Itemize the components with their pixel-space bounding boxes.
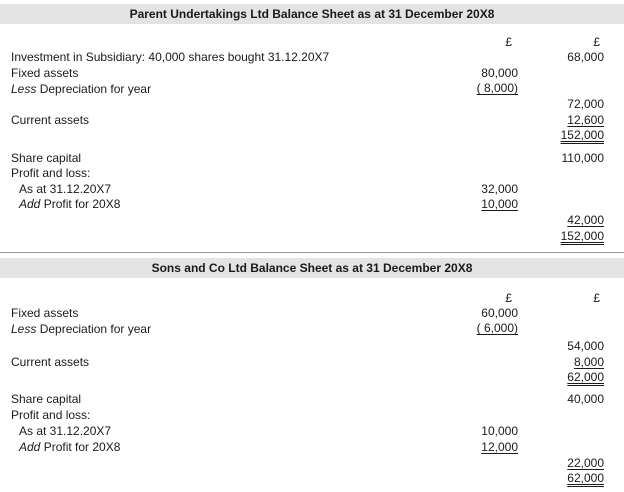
sons-fixed-assets-label: Fixed assets — [11, 306, 79, 320]
sons-depreciation-label — [11, 322, 151, 336]
parent-currency-col1: £ — [505, 35, 512, 49]
sons-pl-total-value: 22,000 — [567, 456, 604, 470]
sons-share-capital-label: Share capital — [11, 392, 82, 406]
parent-share-capital-value: 110,000 — [561, 151, 604, 165]
parent-pl-total-value: 42,000 — [567, 213, 604, 227]
sons-less-word: Less — [11, 322, 37, 336]
sons-current-assets-label: Current assets — [11, 355, 90, 369]
parent-current-assets-value: 12,600 — [567, 113, 604, 127]
sons-net-fixed-assets-value: 54,000 — [567, 339, 604, 353]
section-divider — [0, 252, 624, 253]
parent-depreciation-value: ( 8,000) — [476, 81, 518, 95]
parent-balance-sheet-title: Parent Undertakings Ltd Balance Sheet as at 31 December 20X8 — [0, 4, 624, 24]
parent-currency-col2: £ — [593, 35, 600, 49]
sons-currency-col1: £ — [505, 291, 512, 305]
parent-fixed-assets-value: 80,000 — [481, 66, 518, 80]
sons-as-at-value: 10,000 — [481, 424, 518, 438]
parent-as-at-label: As at 31.12.20X7 — [19, 182, 112, 196]
parent-investment-value: 68,000 — [567, 50, 604, 64]
parent-share-capital-label: Share capital — [11, 151, 82, 165]
parent-less-word: Less — [11, 82, 37, 96]
sons-currency-col2: £ — [593, 291, 600, 305]
parent-current-assets-label: Current assets — [11, 113, 90, 127]
sons-add-profit-text: Profit for 20X8 — [40, 440, 121, 454]
parent-profit-loss-label: Profit and loss: — [11, 166, 91, 180]
parent-add-profit-value: 10,000 — [481, 197, 518, 211]
parent-add-word: Add — [19, 197, 41, 211]
sons-depreciation-text: Depreciation for year — [36, 322, 152, 336]
parent-depreciation-label — [11, 82, 151, 96]
parent-fixed-assets-label: Fixed assets — [11, 66, 79, 80]
sons-fixed-assets-value: 60,000 — [481, 306, 518, 320]
parent-add-profit-text: Profit for 20X8 — [40, 197, 121, 211]
sons-profit-loss-label: Profit and loss: — [11, 408, 91, 422]
sons-share-capital-value: 40,000 — [567, 392, 604, 406]
sons-add-word: Add — [19, 440, 41, 454]
sons-as-at-label: As at 31.12.20X7 — [19, 424, 112, 438]
sons-grand-total-value: 62,000 — [567, 471, 604, 485]
parent-investment-label: Investment in Subsidiary: 40,000 shares bought 31.12.20X7 — [11, 50, 330, 64]
parent-total-assets-value: 152,000 — [560, 128, 604, 142]
parent-depreciation-text: Depreciation for year — [36, 82, 152, 96]
sons-current-assets-value: 8,000 — [573, 355, 604, 369]
parent-as-at-value: 32,000 — [481, 182, 518, 196]
sons-add-profit-value: 12,000 — [481, 440, 518, 454]
parent-grand-total-value: 152,000 — [560, 229, 604, 243]
sons-total-assets-value: 62,000 — [567, 370, 604, 384]
parent-net-fixed-assets-value: 72,000 — [567, 97, 604, 111]
sons-depreciation-value: ( 6,000) — [476, 321, 518, 335]
sons-add-profit-label — [11, 440, 120, 454]
sons-balance-sheet-title: Sons and Co Ltd Balance Sheet as at 31 December 20X8 — [0, 258, 624, 278]
parent-add-profit-label — [11, 197, 120, 211]
